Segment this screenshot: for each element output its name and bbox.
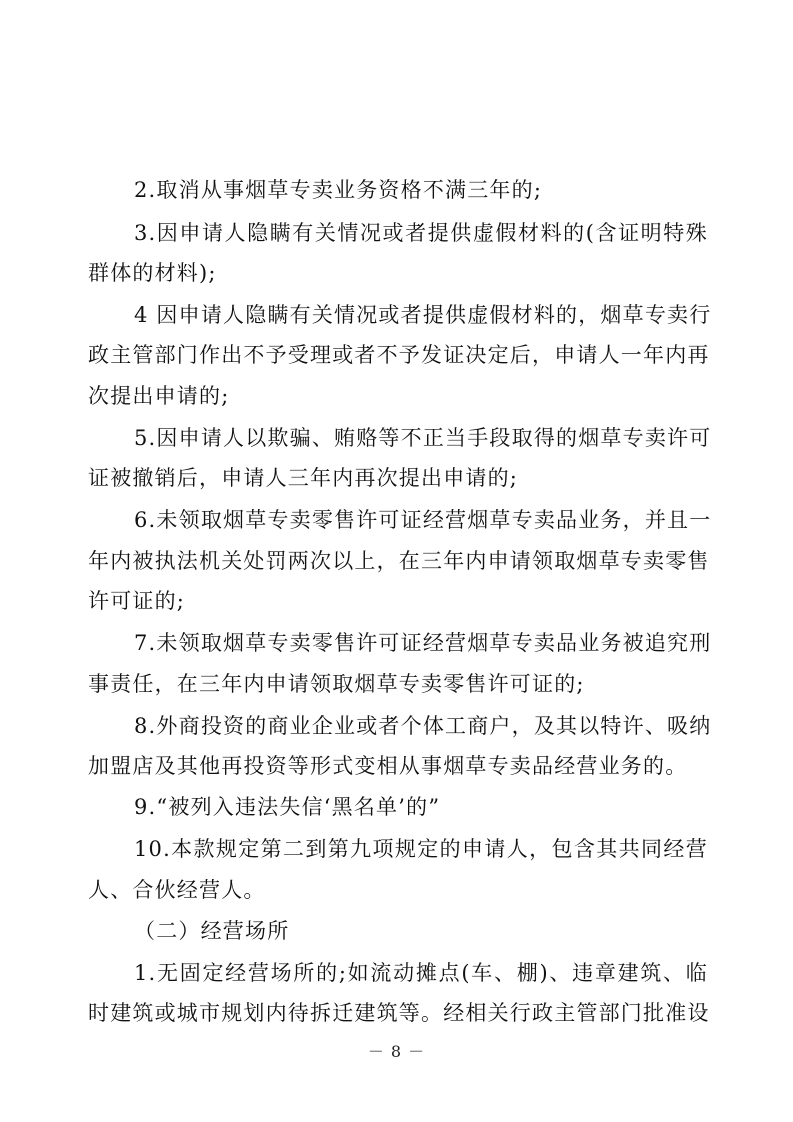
text-line-item-10: 10.本款规定第二到第九项规定的申请人，包含其共同经营	[134, 837, 708, 861]
text-line-item-4-cont-1: 政主管部门作出不予受理或者不予发证决定后，申请人一年内再	[88, 343, 710, 367]
text-line-item-4-cont-2: 次提出申请的;	[88, 384, 230, 408]
text-line-premises-item-1: 1.无固定经营场所的;如流动摊点(车、棚)、违章建筑、临	[134, 961, 708, 985]
text-line-item-6: 6.未领取烟草专卖零售许可证经营烟草专卖品业务，并且一	[134, 508, 712, 532]
text-line-item-6-cont-1: 年内被执法机关处罚两次以上，在三年内申请领取烟草专卖零售	[88, 549, 710, 573]
page-number: － 8 －	[367, 1042, 426, 1061]
text-line-item-5-cont: 证被撤销后，申请人三年内再次提出申请的;	[88, 466, 519, 490]
text-line-item-8-cont: 加盟店及其他再投资等形式变相从事烟草专卖品经营业务的。	[88, 754, 688, 778]
text-line-item-9: 9.“被列入违法失信‘黑名单’的”	[134, 795, 441, 819]
text-line-item-3-cont: 群体的材料);	[88, 261, 217, 285]
section-heading-premises: （二）经营场所	[134, 919, 290, 943]
text-line-premises-item-1-cont: 时建筑或城市规划内待拆迁建筑等。经相关行政主管部门批准设	[88, 1001, 710, 1025]
text-line-item-6-cont-2: 许可证的;	[88, 589, 186, 613]
text-line-item-10-cont: 人、合伙经营人。	[88, 878, 266, 902]
text-line-item-4: 4 因申请人隐瞒有关情况或者提供虚假材料的，烟草专卖行	[134, 303, 712, 327]
text-line-item-3: 3.因申请人隐瞒有关情况或者提供虚假材料的(含证明特殊	[134, 221, 708, 245]
text-line-item-5: 5.因申请人以欺骗、贿赂等不正当手段取得的烟草专卖许可	[134, 426, 712, 450]
text-line-item-7: 7.未领取烟草专卖零售许可证经营烟草专卖品业务被追究刑	[134, 631, 712, 655]
text-line-item-7-cont: 事责任，在三年内申请领取烟草专卖零售许可证的;	[88, 672, 585, 696]
text-line-item-8: 8.外商投资的商业企业或者个体工商户，及其以特许、吸纳	[134, 714, 712, 738]
text-line-item-2: 2.取消从事烟草专卖业务资格不满三年的;	[134, 178, 543, 202]
